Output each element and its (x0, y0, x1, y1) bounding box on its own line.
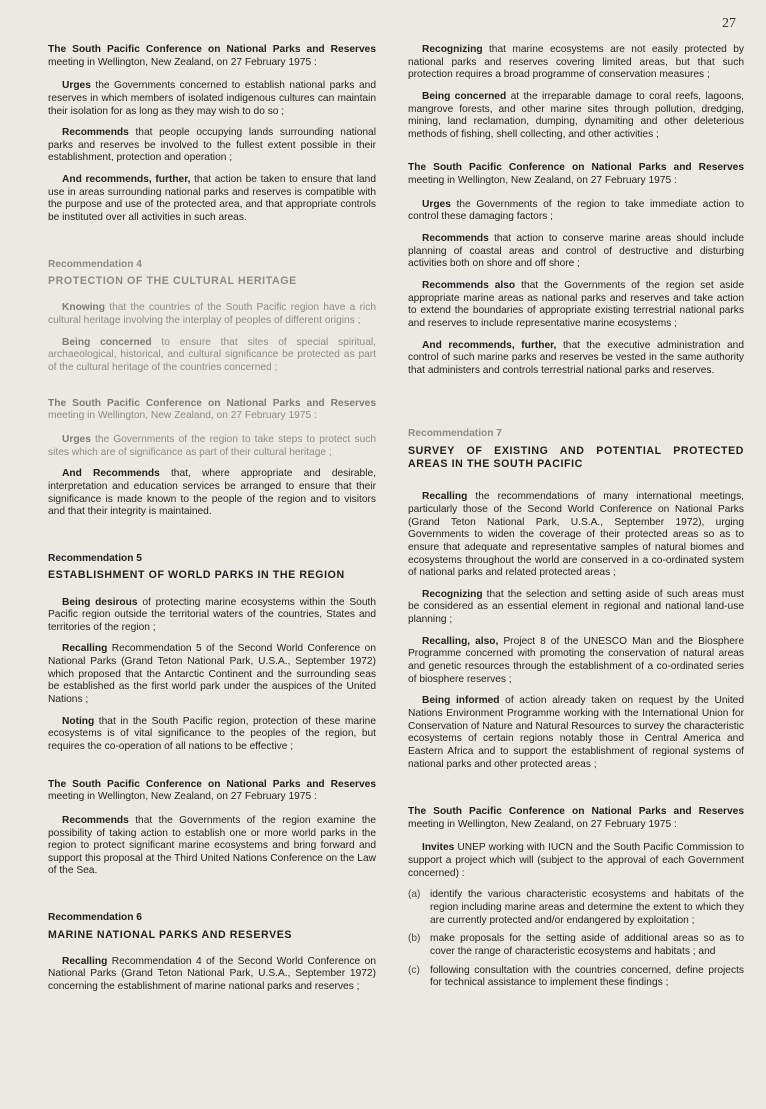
action-list (408, 889, 744, 989)
paragraph: Being informed of action already taken on request by the United Nations Environment Programme working with the International Union for Conservation of Nature and Natural Resources to survey the characteristic ecosystems of certain regions notably those in Central America and Eastern Africa and to support the establishment of regional systems of national parks and other protected areas ; (408, 695, 745, 770)
paragraph: Urges the Governments concerned to establish national parks and reserves in which members of isolated indigenous cultures can maintain their isolation for as long as they may wish to do so ; (48, 80, 376, 117)
list-item-text: identify the various characteristic ecosystems and habitats of the region including marine areas and determine the extent to which they are currently protected and/or endangered by exploitation ; (430, 889, 744, 926)
recommendation-label: Recommendation 5 (48, 552, 142, 564)
list-item (408, 889, 744, 927)
paragraph: And Recommends that, where appropriate and desirable, interpretation and education services be arranged to ensure that their significance is made known to the people of the region and to visitors and that their integrity is maintained. (48, 468, 376, 518)
list-marker: (b) (408, 933, 421, 945)
paragraph: Recalling Recommendation 4 of the Second World Conference on National Parks (Grand Teton National Park, U.S.A., September 1972) concerning the establishment of marine national parks and reserves ; (48, 955, 376, 993)
paragraph: Being desirous of protecting marine ecosystems within the South Pacific region outside the territorial waters of the countries, States and territories of the region ; (48, 596, 376, 633)
recommendation-title: PROTECTION OF THE CULTURAL HERITAGE (48, 275, 297, 288)
paragraph: And recommends, further, that action be taken to ensure that land use in areas surrounding national parks and reserves is compatible with the purpose and use of the protected area, and that appropriate controls be instituted over all activities in such areas. (48, 174, 376, 224)
paragraph: Being concerned to ensure that sites of special spiritual, archaeological, historical, and cultural significance be protected as part of the cultural heritage of the countries concerned ; (48, 336, 376, 374)
list-marker: (c) (408, 964, 420, 976)
paragraph: Invites UNEP working with IUCN and the South Pacific Commission to support a project which will (subject to the approval of each Government concerned) : (408, 842, 744, 879)
recommendation-title: ESTABLISHMENT OF WORLD PARKS IN THE REGION (48, 569, 345, 582)
paragraph: Recognizing that marine ecosystems are not easily protected by national parks and reserves covering limited areas, but that such protection requires a broad programme of conservation measures ; (408, 44, 744, 81)
conference-heading: The South Pacific Conference on National Parks and Reserves meeting in Wellington, New Zealand, on 27 February 1975 : (48, 778, 376, 803)
list-item (408, 965, 744, 990)
recommendation-label: Recommendation 6 (48, 912, 142, 924)
list-marker: (a) (408, 889, 421, 901)
paragraph: Being concerned at the irreparable damage to coral reefs, lagoons, mangrove forests, and other marine sites through pollution, dredging, mining, land reclamation, dumping, dynamiting and other deleterious methods of fishing, shell collecting, and other activities ; (408, 90, 744, 140)
recommendation-title: SURVEY OF EXISTING AND POTENTIAL PROTECTED AREAS IN THE SOUTH PACIFIC (408, 445, 744, 471)
paragraph: Urges the Governments of the region to take immediate action to control these damaging factors ; (408, 198, 744, 223)
recommendation-title: MARINE NATIONAL PARKS AND RESERVES (48, 928, 293, 941)
paragraph: Recommends that the Governments of the region examine the possibility of taking action to establish one or more world parks in the region to protect significant marine ecosystems and bring forward and support this proposal at the Third United Nations Conference on the Law of the Sea. (48, 814, 376, 877)
paragraph: Recommends that people occupying lands surrounding national parks and reserves be involved to the fullest extent possible in their establishment, protection and operation ; (48, 127, 376, 164)
conference-heading: The South Pacific Conference on National Parks and Reserves meeting in Wellington, New Zealand, on 27 February 1975 : (48, 44, 376, 68)
paragraph: Urges the Governments of the region to take steps to protect such sites which are of significance as part of their cultural heritage ; (48, 433, 376, 458)
paragraph: Recommends that action to conserve marine areas should include planning of coastal areas and control of destructive and disturbing activities both on shore and off shore ; (408, 233, 744, 270)
recommendation-label: Recommendation 4 (48, 258, 142, 270)
page-number: 27 (722, 16, 736, 31)
conference-heading: The South Pacific Conference on National Parks and Reserves meeting in Wellington, New Zealand, on 27 February 1975 : (408, 806, 744, 830)
paragraph: Knowing that the countries of the South Pacific region have a rich cultural heritage involving the interplay of peoples of different origins ; (48, 302, 376, 327)
right-column (408, 44, 744, 998)
paragraph: Recognizing that the selection and setting aside of such areas must be considered as an essential element in regional and national land-use planning ; (408, 588, 744, 626)
conference-heading: The South Pacific Conference on National Parks and Reserves meeting in Wellington, New Zealand, on 27 February 1975 : (408, 162, 744, 187)
list-item-text: following consultation with the countries concerned, define projects for technical assistance to implement these findings ; (430, 964, 744, 989)
conference-heading: The South Pacific Conference on National Parks and Reserves meeting in Wellington, New Zealand, on 27 February 1975 : (48, 397, 376, 422)
recommendation-label: Recommendation 7 (408, 428, 502, 440)
paragraph: And recommends, further, that the executive administration and control of such marine parks and reserves be vested in the same authority that administers and controls terrestrial national parks and reserves. (408, 339, 744, 376)
paragraph: Recommends also that the Governments of the region set aside appropriate marine areas as national parks and reserves and take action to extend the boundaries of appropriate existing terrestrial national parks and reserves to include representative marine ecosystems ; (408, 279, 744, 329)
paragraph: Recalling Recommendation 5 of the Second World Conference on National Parks (Grand Teton National Park, U.S.A., September 1972) which proposed that the Antarctic Continent and the surrounding seas be established as the first world park under the auspices of the United Nations ; (48, 643, 376, 706)
list-item (408, 933, 744, 958)
list-item-text: make proposals for the setting aside of additional areas so as to cover the range of characteristic ecosystems and habitats ; and (430, 933, 744, 957)
paragraph: Recalling, also, Project 8 of the UNESCO Man and the Biosphere Programme concerned with promoting the conservation of natural areas and genetic resources through the establishment of a co-ordinated series of biosphere reserves ; (408, 635, 744, 685)
left-column (48, 44, 376, 1003)
paragraph: Recalling the recommendations of many international meetings, particularly those of the Second World Conference on National Parks (Grand Teton National Park, U.S.A., September 1972), urging Governments to widen the coverage of their protected areas so as to ensure that adequate and representative samples of natural biomes and ecosystems throughout the world are conserved in a co-ordinated system of national parks and related protected areas ; (408, 491, 744, 579)
paragraph: Noting that in the South Pacific region, protection of these marine ecosystems is of vital significance to the peoples of the region, but requires the co-operation of all nations to be effective ; (48, 715, 376, 752)
